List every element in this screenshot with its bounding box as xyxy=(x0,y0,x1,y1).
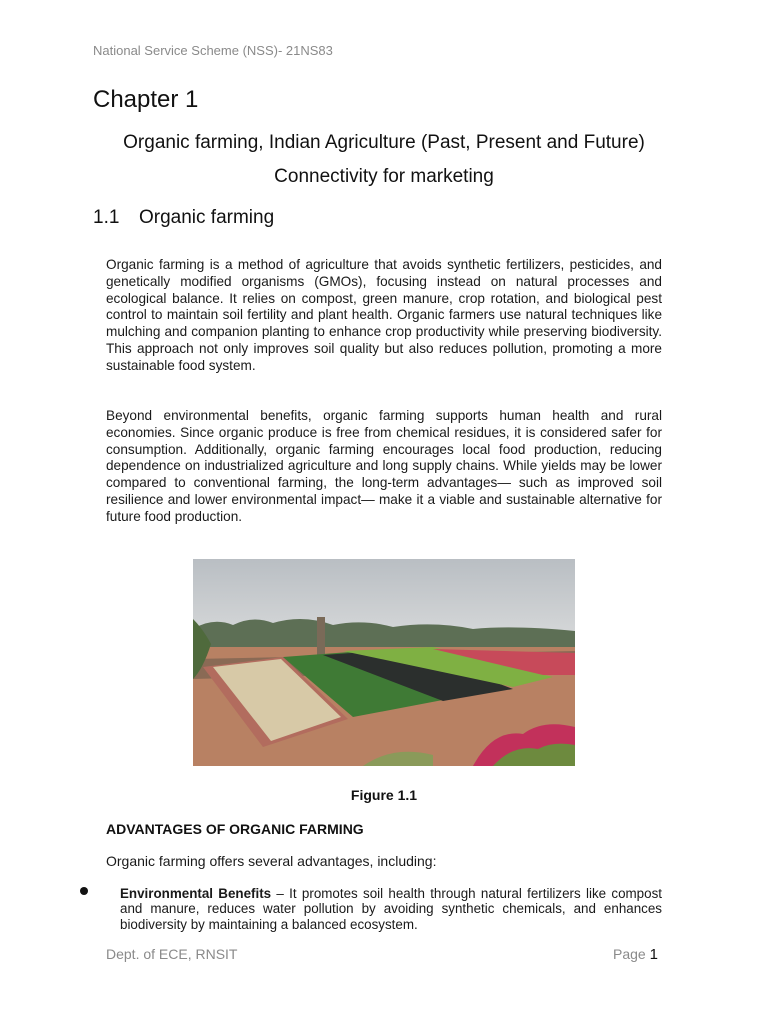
figure-caption: Figure 1.1 xyxy=(350,787,418,803)
advantages-heading: ADVANTAGES OF ORGANIC FARMING xyxy=(106,821,364,837)
advantage-item xyxy=(120,886,662,932)
figure-image-nursery xyxy=(193,559,575,766)
bullet-dot xyxy=(80,887,88,895)
footer-department: Dept. of ECE, RNSIT xyxy=(106,946,238,962)
section-title: Organic farming xyxy=(139,207,275,228)
advantage-description: – It promotes soil health through natural fertilizers like compost and manure, reduces water pollution by avoiding synthetic chemicals, and enhances biodiversity by maintaining a balanced ecosystem. xyxy=(120,886,662,932)
chapter-subtitle-line2: Connectivity for marketing xyxy=(274,166,494,187)
paragraph-1: Organic farming is a method of agriculture that avoids synthetic fertilizers, pesticides, and genetically modified organisms (GMOs), focusing instead on natural processes and ecological balance. It relies on compost, green manure, crop rotation, and biological pest control to maintain soil fertility and plant health. Organic farmers use natural techniques like mulching and companion planting to enhance crop productivity while preserving biodiversity. This approach not only improves soil quality but also reduces pollution, promoting a more sustainable food system. xyxy=(106,257,662,373)
advantage-term: Environmental Benefits xyxy=(120,886,272,901)
chapter-title: Chapter 1 xyxy=(93,86,199,113)
section-heading xyxy=(93,207,274,229)
section-number: 1.1 xyxy=(93,207,120,228)
paragraph-2: Beyond environmental benefits, organic farming supports human health and rural economies. Since organic produce is free from chemical residues, it is considered safer for consumption. Additionally, organic farming encourages local food production, reducing dependence on industrialized agriculture and long supply chains. While yields may be lower compared to conventional farming, the long-term advantages— such as improved soil resilience and lower environmental impact— make it a viable and sustainable alternative for future food production. xyxy=(106,408,662,524)
footer-page-label: Page xyxy=(613,946,650,962)
chapter-subtitle-line1: Organic farming, Indian Agriculture (Past, Present and Future) xyxy=(123,132,645,153)
footer-page xyxy=(613,946,658,963)
advantages-intro: Organic farming offers several advantages, including: xyxy=(106,853,437,869)
running-header: National Service Scheme (NSS)- 21NS83 xyxy=(93,43,333,58)
footer-page-number: 1 xyxy=(649,946,658,963)
